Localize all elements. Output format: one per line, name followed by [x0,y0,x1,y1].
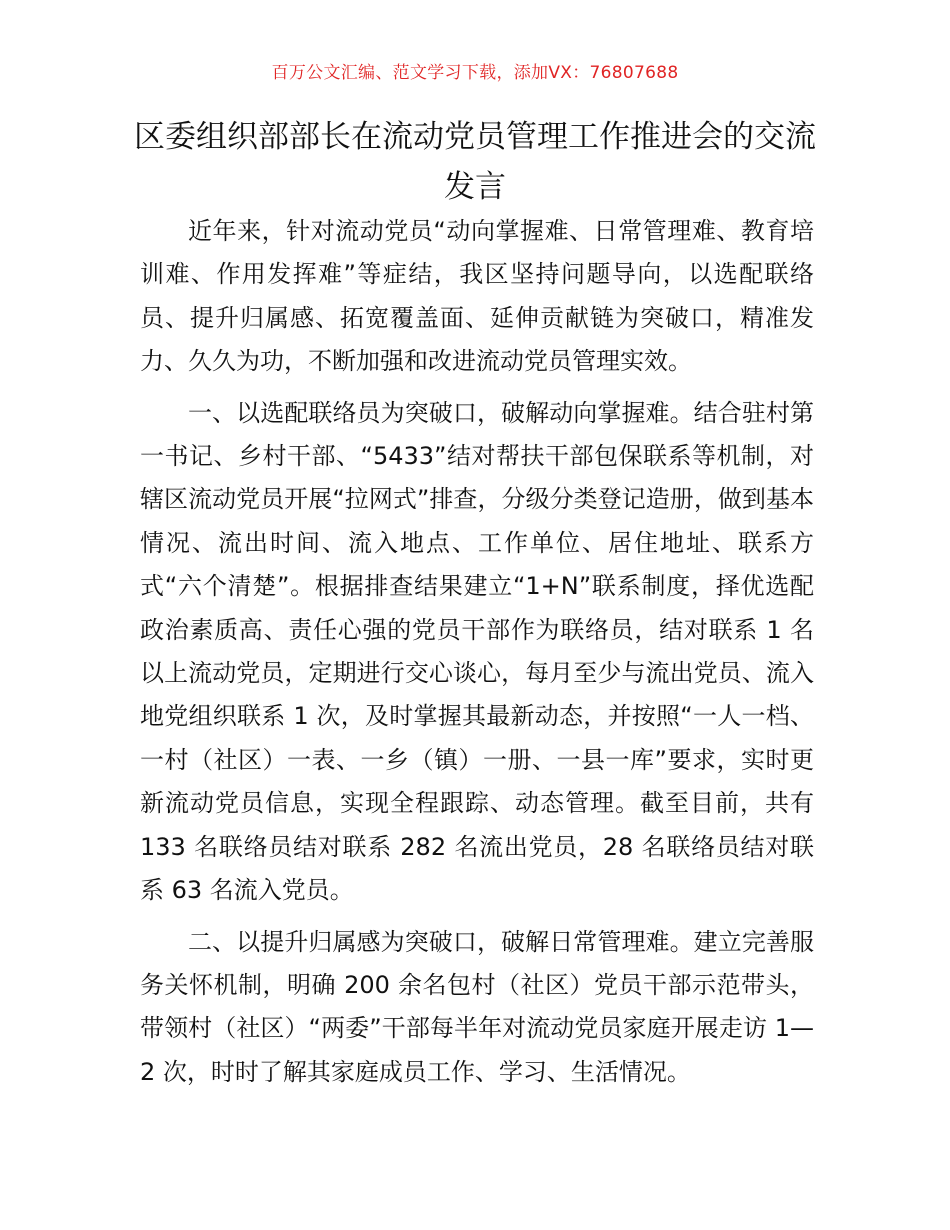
document-title: 区委组织部部长在流动党员管理工作推进会的交流发言 [134,119,816,205]
watermark-banner: 百万公文汇编、范文学习下载，添加VX：76807688 [271,63,679,83]
paragraph-intro: 近年来，针对流动党员“动向掌握难、日常管理难、教育培训难、作用发挥难”等症结，我区坚持问题导向，以选配联络员、提升归属感、拓宽覆盖面、延伸贡献链为突破口，精准发力、久久为功，不断加强和改进流动党员管理实效。 [140,217,814,376]
document-body [140,210,814,1102]
paragraph-section-one: 一、以选配联络员为突破口，破解动向掌握难。结合驻村第一书记、乡村干部、“5433”结对帮扶干部包保联系等机制，对辖区流动党员开展“拉网式”排查，分级分类登记造册，做到基本情况、流出时间、流入地点、工作单位、居住地址、联系方式“六个清楚”。根据排查结果建立“1+N”联系制度，择优选配政治素质高、责任心强的党员干部作为联络员，结对联系 1 名以上流动党员，定期进行交心谈心，每月至少与流出党员、流入地党组织联系 1 次，及时掌握其最新动态，并按照“一人一档、一村（社区）一表、一乡（镇）一册、一县一库”要求，实时更新流动党员信息，实现全程跟踪、动态管理。截至目前，共有 133 名联络员结对联系 282 名流出党员，28 名联络员结对联系 63 名流入党员。 [140,398,814,905]
paragraph-section-two: 二、以提升归属感为突破口，破解日常管理难。建立完善服务关怀机制，明确 200 余名包村（社区）党员干部示范带头，带领村（社区）“两委”干部每半年对流动党员家庭开展走访 1—2 次，时时了解其家庭成员工作、学习、生活情况。 [140,927,814,1086]
